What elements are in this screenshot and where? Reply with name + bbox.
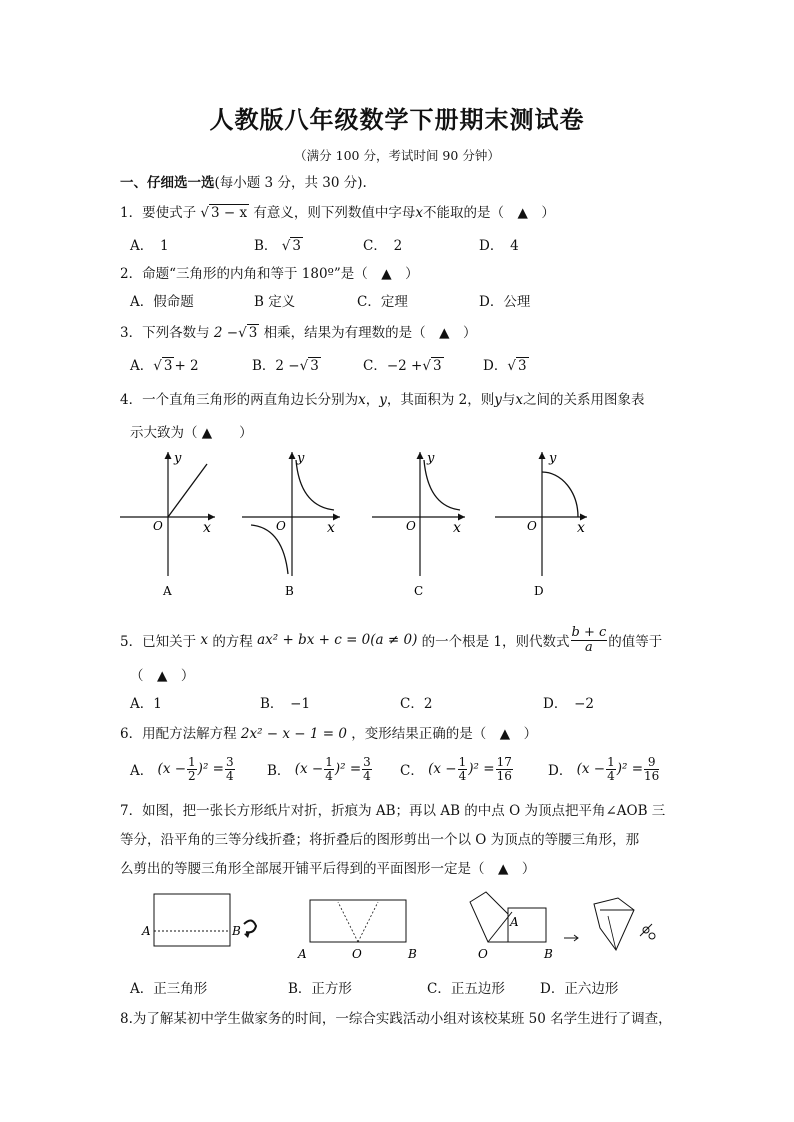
svg-text:D: D (534, 584, 544, 598)
q3-option-b[interactable]: B．2 −√ 3 (252, 358, 319, 374)
q7-option-a[interactable]: A．正三角形 (130, 981, 208, 997)
question-7-line2: 等分，沿平角的三等分线折叠；将折叠后的图形剪出一个以 O 为顶点的等腰三角形，那 (120, 832, 640, 848)
question-6-stem: 6．用配方法解方程 2x² − x − 1 = 0 ，变形结果正确的是（ ▲ ） (120, 726, 538, 742)
svg-text:B: B (285, 584, 294, 598)
q1-post: 有意义，则下列数值中字母 (253, 205, 416, 221)
question-5-stem: 5．已知关于 x 的方程 ax² + bx + c = 0(a ≠ 0) 的一个根是 1，则代数式 $\frac{b + c}{a}$ 的值等于 (120, 624, 663, 655)
question-3-stem: 3．下列各数与 2 −√ 3 相乘，结果为有理数的是（ ▲ ） (120, 325, 477, 341)
graph-c[interactable] (372, 451, 465, 598)
question-2-stem: 2．命题“三角形的内角和等于 180º”是（ ▲ ） (120, 266, 419, 282)
section-title: 一、仔细选一选 (120, 175, 215, 191)
svg-text:A: A (298, 947, 307, 960)
question-4-stem-line2: 示大致为（ ▲ ） (130, 425, 253, 441)
q2-option-c[interactable]: C．定理 (357, 294, 408, 310)
svg-text:A: A (142, 924, 151, 938)
q6-option-a[interactable]: A． (x − $\frac{1}{2}$ )² = $\frac{3}{4}$ (130, 754, 234, 783)
svg-text:O: O (352, 947, 362, 960)
graph-d[interactable] (495, 451, 587, 598)
svg-text:A: A (163, 584, 172, 598)
page-subtitle: （满分 100 分，考试时间 90 分钟） (294, 148, 500, 163)
svg-text:y: y (549, 451, 557, 466)
svg-text:O: O (478, 947, 488, 960)
q7-option-b[interactable]: B．正方形 (288, 981, 352, 997)
q5-option-d[interactable]: D． −2 (543, 696, 594, 712)
q5-option-c[interactable]: C．2 (400, 696, 433, 712)
question-8-line1: 8.为了解某初中学生做家务的时间，一综合实践活动小组对该校某班 50 名学生进行了调查， (120, 1011, 672, 1027)
svg-text:y: y (174, 451, 182, 466)
svg-text:y: y (297, 451, 305, 466)
section-note: (每小题 3 分，共 30 分). (214, 175, 367, 191)
fold-figure-4 (594, 898, 655, 950)
q2-option-a[interactable]: A．假命题 (130, 294, 194, 310)
fold-figure-1 (141, 894, 256, 946)
graph-a[interactable] (120, 451, 215, 598)
section-heading (120, 171, 367, 191)
svg-text:x: x (453, 520, 461, 536)
svg-text:B: B (544, 947, 553, 960)
q1-pre: 1．要使式子 (120, 205, 197, 221)
q7-option-d[interactable]: D．正六边形 (540, 981, 619, 997)
svg-text:B: B (408, 947, 417, 960)
q2-option-d[interactable]: D．公理 (479, 294, 531, 310)
q2-option-b[interactable]: B 定义 (254, 294, 296, 310)
q3-option-a[interactable]: A．√ 3 + 2 (130, 358, 199, 374)
q5-option-b[interactable]: B． −1 (260, 696, 311, 712)
svg-text:x: x (327, 520, 335, 536)
fold-figure-2 (297, 900, 417, 960)
question-7-line1: 7．如图，把一张长方形纸片对折，折痕为 AB；再以 AB 的中点 O 为顶点把平角∠AOB 三 (120, 803, 666, 819)
page-title: 人教版八年级数学下册期末测试卷 (209, 106, 585, 134)
question-1-stem (120, 201, 555, 221)
q6-option-d[interactable]: D． (x − $\frac{1}{4}$ )² = $\frac{9}{16}$ (548, 754, 660, 783)
q1-option-d[interactable]: D． 4 (479, 238, 519, 254)
q6-option-b[interactable]: B． (x − $\frac{1}{4}$ )² = $\frac{3}{4}$ (267, 754, 371, 783)
q7-figures (140, 888, 660, 960)
svg-text:A: A (510, 915, 519, 929)
q5-option-a[interactable]: A．1 (130, 696, 162, 712)
q1-option-c[interactable]: C． 2 (363, 238, 403, 254)
q6-option-c[interactable]: C． (x − $\frac{1}{4}$ )² = $\frac{17}{16}$ (400, 754, 512, 783)
q1-option-a[interactable]: A． 1 (130, 238, 169, 254)
q1-radical: √ 3 − x (200, 205, 248, 221)
q1-option-b[interactable]: B． √ 3 (254, 238, 301, 254)
q1-var: x (415, 205, 424, 221)
q4-graphs (115, 448, 595, 603)
svg-text:O: O (276, 519, 286, 533)
svg-text:B: B (232, 924, 241, 938)
graph-b[interactable] (242, 451, 340, 598)
svg-text:x: x (577, 520, 585, 536)
svg-text:O: O (527, 519, 537, 533)
svg-text:x: x (203, 520, 211, 536)
svg-text:y: y (427, 451, 435, 466)
q7-option-c[interactable]: C．正五边形 (427, 981, 505, 997)
fold-figure-3 (470, 892, 578, 960)
q3-option-c[interactable]: C．−2 +√ 3 (363, 358, 442, 374)
question-7-line3: 么剪出的等腰三角形全部展开铺平后得到的平面图形一定是（ ▲ ） (120, 861, 536, 877)
q3-option-d[interactable]: D．√ 3 (483, 358, 527, 374)
svg-text:O: O (153, 519, 163, 533)
svg-text:O: O (406, 519, 416, 533)
q1-post2: 不能取的是（ ▲ ） (423, 205, 555, 221)
question-4-stem-line1: 4．一个直角三角形的两直角边长分别为x，y，其面积为 2，则y与x之间的关系用图象表 (120, 392, 645, 408)
q5-line2: （ ▲ ） (130, 668, 195, 684)
svg-text:C: C (414, 584, 424, 598)
